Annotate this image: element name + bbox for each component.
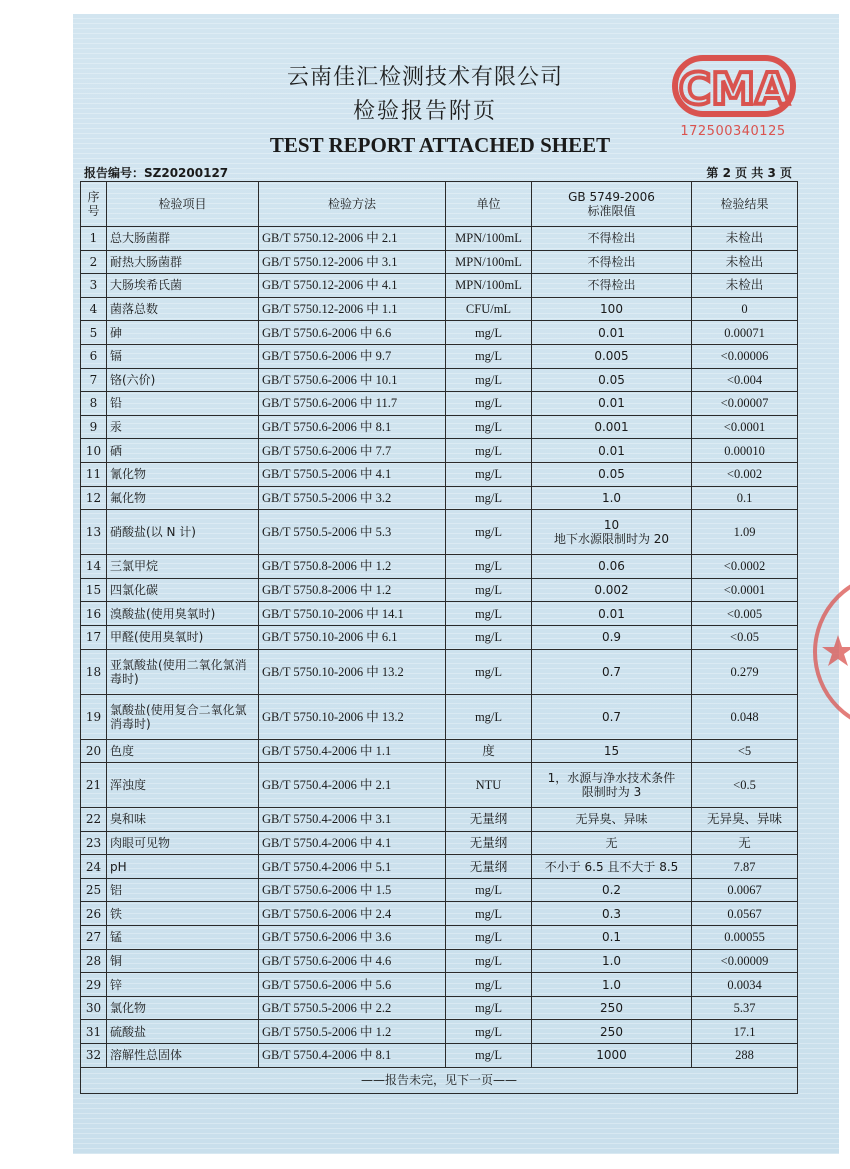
header-method: 检验方法 — [259, 182, 446, 227]
row-result: 0.0567 — [692, 902, 798, 926]
row-limit: 不得检出 — [532, 227, 692, 251]
row-limit-line: 地下水源限制时为 20 — [553, 532, 670, 547]
row-result: 0.0034 — [692, 973, 798, 997]
row-unit: mg/L — [446, 368, 532, 392]
row-unit: mg/L — [446, 973, 532, 997]
table-row — [81, 578, 798, 602]
row-unit: NTU — [446, 763, 532, 808]
company-name: 云南佳汇检测技术有限公司 — [286, 65, 563, 90]
row-item: 砷 — [107, 321, 259, 345]
row-unit: mg/L — [446, 578, 532, 602]
row-index: 1 — [81, 227, 107, 251]
row-method: GB/T 5750.4-2006 中 3.1 — [259, 808, 446, 832]
row-item: 溴酸盐(使用臭氧时) — [107, 602, 259, 626]
row-limit: 1000 — [532, 1044, 692, 1068]
row-limit-line: 限制时为 3 — [581, 785, 642, 800]
row-index: 14 — [81, 555, 107, 579]
row-limit: 0.01 — [532, 439, 692, 463]
row-unit: mg/L — [446, 902, 532, 926]
row-item: 三氯甲烷 — [107, 555, 259, 579]
row-item: 铅 — [107, 392, 259, 416]
row-index: 21 — [81, 763, 107, 808]
row-limit: 250 — [532, 996, 692, 1020]
row-result: 0 — [692, 297, 798, 321]
row-method: GB/T 5750.4-2006 中 2.1 — [259, 763, 446, 808]
row-result: <0.005 — [692, 602, 798, 626]
row-index: 29 — [81, 973, 107, 997]
table-row — [81, 250, 798, 274]
table-footer-row — [81, 1067, 798, 1093]
row-index: 15 — [81, 578, 107, 602]
row-index: 2 — [81, 250, 107, 274]
row-item: 臭和味 — [107, 808, 259, 832]
row-method: GB/T 5750.5-2006 中 3.2 — [259, 486, 446, 510]
header-index: 序号 — [81, 182, 107, 227]
table-row — [81, 486, 798, 510]
row-result: 1.09 — [692, 510, 798, 555]
report-number: 报告编号：SZ20200127 — [84, 166, 229, 180]
row-item: 溶解性总固体 — [107, 1044, 259, 1068]
row-unit: mg/L — [446, 878, 532, 902]
row-limit: 0.01 — [532, 392, 692, 416]
row-index: 28 — [81, 949, 107, 973]
row-index: 6 — [81, 344, 107, 368]
row-result: <0.002 — [692, 462, 798, 486]
row-index: 12 — [81, 486, 107, 510]
row-limit: 0.9 — [532, 625, 692, 649]
inspection-seal-icon — [808, 570, 850, 735]
row-result: 288 — [692, 1044, 798, 1068]
row-limit — [532, 763, 692, 808]
row-index: 23 — [81, 831, 107, 855]
row-item: 氯酸盐(使用复合二氧化氯消毒时) — [107, 694, 259, 739]
row-limit: 不小于 6.5 且不大于 8.5 — [532, 855, 692, 879]
row-index: 30 — [81, 996, 107, 1020]
row-item: 汞 — [107, 415, 259, 439]
row-limit: 0.001 — [532, 415, 692, 439]
row-index: 31 — [81, 1020, 107, 1044]
row-result: 7.87 — [692, 855, 798, 879]
row-result: <0.00007 — [692, 392, 798, 416]
row-item: 菌落总数 — [107, 297, 259, 321]
row-limit: 不得检出 — [532, 274, 692, 298]
row-result: 未检出 — [692, 227, 798, 251]
row-unit: mg/L — [446, 344, 532, 368]
row-method: GB/T 5750.8-2006 中 1.2 — [259, 578, 446, 602]
row-item: 甲醛(使用臭氧时) — [107, 625, 259, 649]
row-index: 4 — [81, 297, 107, 321]
cma-logo-icon — [672, 54, 796, 118]
table-row — [81, 274, 798, 298]
row-unit: mg/L — [446, 602, 532, 626]
row-index: 18 — [81, 649, 107, 694]
row-limit-line: 1，水源与净水技术条件 — [547, 771, 676, 786]
row-unit: mg/L — [446, 555, 532, 579]
report-title-en: TEST REPORT ATTACHED SHEET — [269, 133, 611, 157]
row-index: 8 — [81, 392, 107, 416]
table-row — [81, 392, 798, 416]
row-method: GB/T 5750.6-2006 中 6.6 — [259, 321, 446, 345]
cma-number: 172500340125 — [680, 124, 786, 139]
table-row — [81, 739, 798, 763]
row-item: 四氯化碳 — [107, 578, 259, 602]
row-unit: mg/L — [446, 415, 532, 439]
row-result: 未检出 — [692, 274, 798, 298]
row-unit: mg/L — [446, 1044, 532, 1068]
table-row — [81, 1044, 798, 1068]
row-method: GB/T 5750.12-2006 中 4.1 — [259, 274, 446, 298]
row-method: GB/T 5750.6-2006 中 3.6 — [259, 926, 446, 950]
row-method: GB/T 5750.6-2006 中 7.7 — [259, 439, 446, 463]
row-method: GB/T 5750.12-2006 中 2.1 — [259, 227, 446, 251]
row-result: 0.279 — [692, 649, 798, 694]
row-item: 铁 — [107, 902, 259, 926]
table-row — [81, 831, 798, 855]
row-index: 27 — [81, 926, 107, 950]
row-method: GB/T 5750.5-2006 中 1.2 — [259, 1020, 446, 1044]
row-method: GB/T 5750.10-2006 中 6.1 — [259, 625, 446, 649]
row-item: 耐热大肠菌群 — [107, 250, 259, 274]
row-unit: mg/L — [446, 321, 532, 345]
row-limit: 0.01 — [532, 602, 692, 626]
table-row — [81, 878, 798, 902]
row-limit: 0.002 — [532, 578, 692, 602]
row-limit: 无异臭、异味 — [532, 808, 692, 832]
row-method: GB/T 5750.6-2006 中 2.4 — [259, 902, 446, 926]
row-limit: 1.0 — [532, 949, 692, 973]
row-method: GB/T 5750.6-2006 中 1.5 — [259, 878, 446, 902]
row-limit: 15 — [532, 739, 692, 763]
row-index: 20 — [81, 739, 107, 763]
header-unit: 单位 — [446, 182, 532, 227]
table-row — [81, 415, 798, 439]
table-row — [81, 996, 798, 1020]
row-unit: mg/L — [446, 996, 532, 1020]
row-result: <0.004 — [692, 368, 798, 392]
row-result: <0.05 — [692, 625, 798, 649]
table-row — [81, 602, 798, 626]
row-index: 19 — [81, 694, 107, 739]
table-row — [81, 694, 798, 739]
row-result: 17.1 — [692, 1020, 798, 1044]
row-item: 亚氯酸盐(使用二氧化氯消毒时) — [107, 649, 259, 694]
row-limit: 0.05 — [532, 462, 692, 486]
row-result: 无异臭、异味 — [692, 808, 798, 832]
row-method: GB/T 5750.6-2006 中 9.7 — [259, 344, 446, 368]
row-limit: 0.1 — [532, 926, 692, 950]
row-result: 0.00055 — [692, 926, 798, 950]
row-item: 浑浊度 — [107, 763, 259, 808]
row-method: GB/T 5750.6-2006 中 11.7 — [259, 392, 446, 416]
table-row — [81, 949, 798, 973]
row-result: <5 — [692, 739, 798, 763]
row-unit: mg/L — [446, 926, 532, 950]
row-unit: mg/L — [446, 439, 532, 463]
row-item: 氰化物 — [107, 462, 259, 486]
table-row — [81, 973, 798, 997]
table-row — [81, 763, 798, 808]
row-method: GB/T 5750.5-2006 中 2.2 — [259, 996, 446, 1020]
row-item: 硒 — [107, 439, 259, 463]
row-method: GB/T 5750.8-2006 中 1.2 — [259, 555, 446, 579]
header-limit — [532, 182, 692, 227]
row-limit: 250 — [532, 1020, 692, 1044]
table-row — [81, 510, 798, 555]
row-unit: 无量纲 — [446, 808, 532, 832]
row-limit: 0.06 — [532, 555, 692, 579]
row-unit: mg/L — [446, 462, 532, 486]
row-index: 25 — [81, 878, 107, 902]
row-result: <0.00006 — [692, 344, 798, 368]
row-item: 总大肠菌群 — [107, 227, 259, 251]
row-item: 色度 — [107, 739, 259, 763]
row-result: 5.37 — [692, 996, 798, 1020]
row-limit: 1.0 — [532, 486, 692, 510]
table-row — [81, 227, 798, 251]
table-row — [81, 439, 798, 463]
row-limit: 0.7 — [532, 649, 692, 694]
row-limit-line: 10 — [603, 518, 620, 533]
row-unit: mg/L — [446, 510, 532, 555]
cma-logo-text: CMA — [678, 64, 790, 115]
row-method: GB/T 5750.10-2006 中 13.2 — [259, 694, 446, 739]
row-result: <0.5 — [692, 763, 798, 808]
row-result: 无 — [692, 831, 798, 855]
row-method: GB/T 5750.4-2006 中 4.1 — [259, 831, 446, 855]
row-unit: mg/L — [446, 649, 532, 694]
table-row — [81, 625, 798, 649]
row-limit: 无 — [532, 831, 692, 855]
row-limit: 0.7 — [532, 694, 692, 739]
row-item: pH — [107, 855, 259, 879]
row-result: 未检出 — [692, 250, 798, 274]
row-limit — [532, 510, 692, 555]
row-method: GB/T 5750.5-2006 中 4.1 — [259, 462, 446, 486]
row-index: 5 — [81, 321, 107, 345]
row-index: 22 — [81, 808, 107, 832]
row-method: GB/T 5750.4-2006 中 1.1 — [259, 739, 446, 763]
row-unit: mg/L — [446, 392, 532, 416]
row-item: 硫酸盐 — [107, 1020, 259, 1044]
row-index: 17 — [81, 625, 107, 649]
row-result: 0.00010 — [692, 439, 798, 463]
row-limit: 不得检出 — [532, 250, 692, 274]
row-unit: MPN/100mL — [446, 227, 532, 251]
row-result: 0.0067 — [692, 878, 798, 902]
table-row — [81, 902, 798, 926]
row-unit: 度 — [446, 739, 532, 763]
page-info: 第 2 页 共 3 页 — [706, 166, 792, 180]
header-limit-line1: GB 5749-2006 — [568, 190, 655, 204]
row-index: 24 — [81, 855, 107, 879]
row-result: <0.0001 — [692, 415, 798, 439]
row-result: <0.00009 — [692, 949, 798, 973]
row-method: GB/T 5750.6-2006 中 10.1 — [259, 368, 446, 392]
row-index: 3 — [81, 274, 107, 298]
row-index: 26 — [81, 902, 107, 926]
table-row — [81, 297, 798, 321]
row-unit: CFU/mL — [446, 297, 532, 321]
row-item: 铝 — [107, 878, 259, 902]
row-item: 锰 — [107, 926, 259, 950]
row-method: GB/T 5750.6-2006 中 4.6 — [259, 949, 446, 973]
table-row — [81, 649, 798, 694]
table-row — [81, 1020, 798, 1044]
row-limit: 0.05 — [532, 368, 692, 392]
row-unit: 无量纲 — [446, 855, 532, 879]
row-item: 铬(六价) — [107, 368, 259, 392]
row-item: 铜 — [107, 949, 259, 973]
table-row — [81, 344, 798, 368]
row-method: GB/T 5750.12-2006 中 1.1 — [259, 297, 446, 321]
header-item: 检验项目 — [107, 182, 259, 227]
row-limit: 0.01 — [532, 321, 692, 345]
row-item: 大肠埃希氏菌 — [107, 274, 259, 298]
header-limit-line2: 标准限值 — [587, 204, 636, 218]
row-method: GB/T 5750.6-2006 中 5.6 — [259, 973, 446, 997]
row-unit: mg/L — [446, 1020, 532, 1044]
row-method: GB/T 5750.4-2006 中 5.1 — [259, 855, 446, 879]
table-row — [81, 321, 798, 345]
row-item: 锌 — [107, 973, 259, 997]
row-item: 氟化物 — [107, 486, 259, 510]
row-unit: mg/L — [446, 625, 532, 649]
continued-note: ——报告未完，见下一页—— — [81, 1067, 798, 1093]
row-item: 氯化物 — [107, 996, 259, 1020]
row-index: 9 — [81, 415, 107, 439]
table-row — [81, 855, 798, 879]
row-method: GB/T 5750.10-2006 中 13.2 — [259, 649, 446, 694]
table-row — [81, 926, 798, 950]
table-header-row — [81, 182, 798, 227]
row-result: 0.00071 — [692, 321, 798, 345]
row-item: 肉眼可见物 — [107, 831, 259, 855]
row-limit: 0.2 — [532, 878, 692, 902]
row-limit: 1.0 — [532, 973, 692, 997]
row-method: GB/T 5750.5-2006 中 5.3 — [259, 510, 446, 555]
row-method: GB/T 5750.6-2006 中 8.1 — [259, 415, 446, 439]
results-table — [80, 181, 798, 1094]
row-index: 16 — [81, 602, 107, 626]
row-unit: mg/L — [446, 694, 532, 739]
row-unit: 无量纲 — [446, 831, 532, 855]
row-method: GB/T 5750.12-2006 中 3.1 — [259, 250, 446, 274]
row-unit: MPN/100mL — [446, 250, 532, 274]
table-row — [81, 462, 798, 486]
row-item: 镉 — [107, 344, 259, 368]
row-unit: mg/L — [446, 486, 532, 510]
row-unit: mg/L — [446, 949, 532, 973]
row-item: 硝酸盐(以 N 计) — [107, 510, 259, 555]
table-row — [81, 555, 798, 579]
report-title-cn: 检验报告附页 — [352, 99, 497, 124]
row-index: 13 — [81, 510, 107, 555]
row-limit: 0.3 — [532, 902, 692, 926]
row-index: 7 — [81, 368, 107, 392]
row-index: 11 — [81, 462, 107, 486]
header-result: 检验结果 — [692, 182, 798, 227]
row-result: 0.048 — [692, 694, 798, 739]
table-row — [81, 808, 798, 832]
row-unit: MPN/100mL — [446, 274, 532, 298]
row-result: <0.0001 — [692, 578, 798, 602]
row-index: 32 — [81, 1044, 107, 1068]
row-method: GB/T 5750.4-2006 中 8.1 — [259, 1044, 446, 1068]
row-limit: 100 — [532, 297, 692, 321]
row-limit: 0.005 — [532, 344, 692, 368]
row-index: 10 — [81, 439, 107, 463]
row-result: <0.0002 — [692, 555, 798, 579]
row-result: 0.1 — [692, 486, 798, 510]
row-method: GB/T 5750.10-2006 中 14.1 — [259, 602, 446, 626]
table-row — [81, 368, 798, 392]
